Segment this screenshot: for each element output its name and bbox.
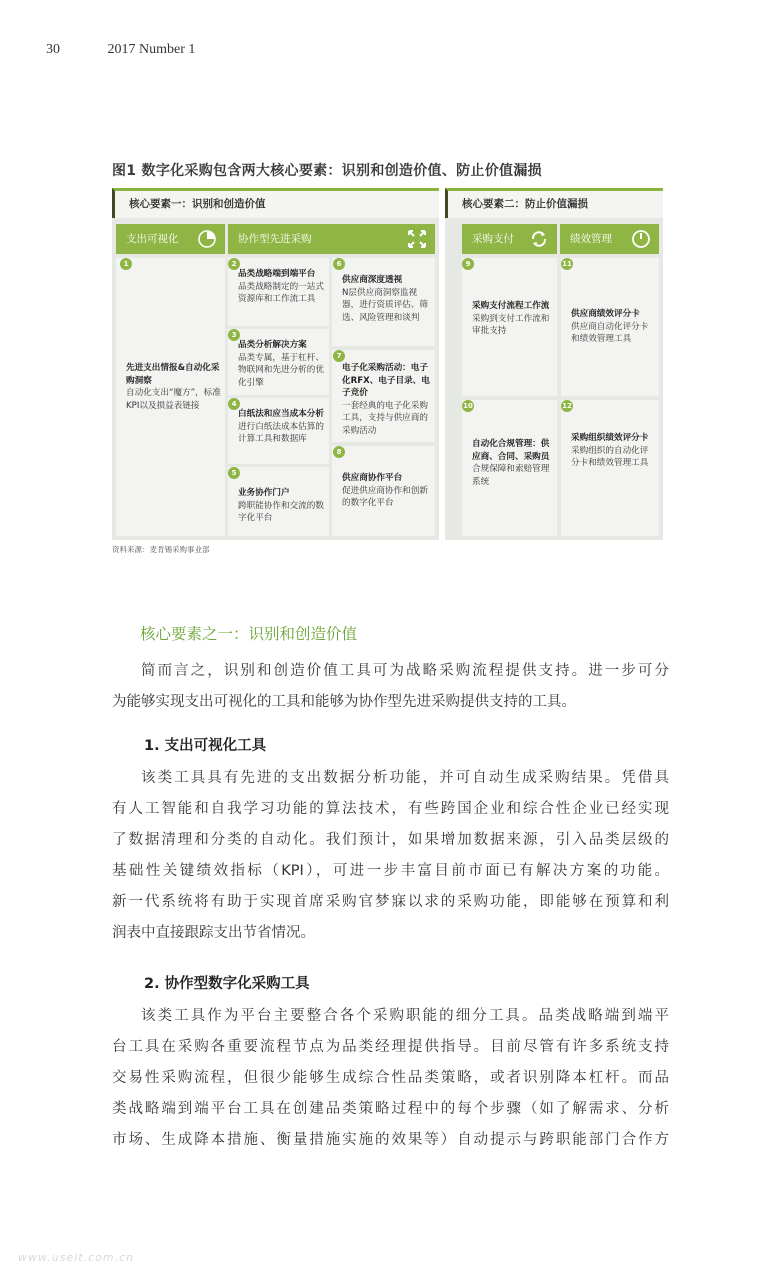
card-desc: 供应商自动化评分卡和绩效管理工具 — [571, 321, 649, 344]
category-perf-label: 绩效管理 — [570, 233, 612, 245]
card-number-badge: 4 — [228, 398, 240, 410]
card-number-badge: 12 — [562, 402, 572, 410]
figure-card — [228, 329, 329, 395]
section-title: 核心要素之一：识别和创造价值 — [140, 625, 358, 643]
card-title: 供应商协作平台 — [342, 473, 403, 483]
body-paragraph — [112, 1001, 669, 1156]
figure-card — [228, 467, 329, 536]
card-title: 品类分析解决方案 — [238, 340, 307, 350]
text-line: 新一代系统将有助于实现首席采购官梦寐以求的采购功能，即能够在预算和利 — [112, 894, 669, 910]
panel-right-title: 核心要素二：防止价值漏损 — [445, 188, 663, 218]
card-desc: 采购组织的自动化评分卡和绩效管理工具 — [571, 445, 649, 468]
card-number-badge: 8 — [333, 446, 345, 458]
figure-card — [561, 400, 659, 536]
figure-card — [332, 350, 435, 442]
intro-paragraph — [112, 656, 669, 718]
page-number: 30 — [46, 42, 60, 57]
card-desc: 品类专属，基于杠杆、物联网和先进分析的优化引擎 — [238, 352, 324, 388]
category-spend-label: 支出可视化 — [126, 233, 179, 245]
card-title: 供应商绩效评分卡 — [571, 309, 640, 319]
card-desc: 促进供应商协作和创新的数字化平台 — [342, 485, 428, 508]
text-line: 交易性采购流程，但很少能够生成综合性品类策略，或者识别降本杠杆。而品 — [112, 1070, 669, 1086]
text-line: 简而言之，识别和创造价值工具可为战略采购流程提供支持。进一步可分 — [141, 663, 669, 679]
text-line: 市场、生成降本措施、衡量措施实施的效果等）自动提示与跨职能部门合作方 — [112, 1132, 669, 1148]
figure-card — [332, 258, 435, 346]
card-title: 采购支付流程工作流 — [472, 301, 550, 311]
category-pay — [462, 224, 557, 254]
card-number-badge: 6 — [333, 258, 345, 270]
watermark: www.useit.com.cn — [18, 1251, 135, 1264]
subsection-title: 1. 支出可视化工具 — [144, 738, 267, 754]
category-collab-label: 协作型先进采购 — [238, 233, 312, 245]
card-number-badge: 9 — [462, 258, 474, 270]
text-line: 有人工智能和自我学习功能的算法技术，有些跨国企业和综合性企业已经实现 — [112, 801, 669, 817]
card-desc: 采购到支付工作流和审批支持 — [472, 313, 550, 336]
category-perf — [560, 224, 659, 254]
card-number-badge: 10 — [463, 402, 473, 410]
figure-title: 图1 数字化采购包含两大核心要素：识别和创造价值、防止价值漏损 — [112, 163, 542, 179]
card-title: 供应商深度透视 — [342, 275, 403, 285]
running-header — [46, 42, 195, 58]
issue-label: 2017 Number 1 — [107, 42, 196, 57]
category-spend — [116, 224, 225, 254]
pie-chart-icon — [197, 229, 217, 249]
card-number-badge: 5 — [228, 467, 240, 479]
card-number-badge: 2 — [228, 258, 240, 270]
card-title: 采购组织绩效评分卡 — [571, 433, 649, 443]
card-title: 品类战略端到端平台 — [238, 269, 316, 279]
card-number-badge: 1 — [120, 258, 132, 270]
card-number-badge: 7 — [333, 350, 345, 362]
figure-card — [462, 258, 557, 396]
card-title: 先进支出情报&自动化采购洞察 — [126, 363, 220, 386]
card-desc: N层供应商洞察监视器，进行资质评估、筛选、风险管理和谈判 — [342, 287, 428, 323]
figure-card — [332, 446, 435, 536]
text-line: 台工具在采购各重要流程节点为品类经理提供指导。目前尽管有许多系统支持 — [112, 1039, 669, 1055]
card-desc: 合规保障和索赔管理系统 — [472, 464, 550, 487]
card-number-badge: 11 — [562, 260, 572, 268]
arrows-out-icon — [407, 229, 427, 249]
card-desc: 自动化支出“魔方”，标准KPI以及损益表链接 — [126, 388, 221, 411]
gauge-icon — [631, 229, 651, 249]
card-desc: 跨职能协作和交流的数字化平台 — [238, 500, 324, 523]
panel-left-title: 核心要素一：识别和创造价值 — [112, 188, 439, 218]
text-line: 润表中直接跟踪支出节省情况。 — [112, 925, 315, 941]
figure-card — [561, 258, 659, 396]
body-paragraph — [112, 763, 669, 949]
card-title: 业务协作门户 — [238, 488, 290, 498]
text-line: 基础性关键绩效指标（KPI），可进一步丰富目前市面已有解决方案的功能。 — [112, 863, 669, 879]
figure-card — [462, 400, 557, 536]
subsection-title: 2. 协作型数字化采购工具 — [144, 976, 310, 992]
category-pay-label: 采购支付 — [472, 233, 514, 245]
card-title: 电子化采购活动：电子化RFX、电子目录、电子竞价 — [342, 363, 430, 398]
figure-card — [228, 258, 329, 326]
card-desc: 一套经典的电子化采购工具，支持与供应商的采购活动 — [342, 400, 428, 436]
text-line: 了数据清理和分类的自动化。我们预计，如果增加数据来源，引入品类层级的 — [112, 832, 669, 848]
figure-card — [116, 258, 225, 536]
figure-card — [228, 398, 329, 464]
category-collab — [228, 224, 435, 254]
card-title: 自动化合规管理：供应商、合同、采购员 — [472, 439, 550, 462]
card-desc: 品类战略制定的一站式资源库和工作流工具 — [238, 281, 324, 304]
text-line: 为能够实现支出可视化的工具和能够为协作型先进采购提供支持的工具。 — [112, 694, 576, 710]
text-line: 类战略端到端平台工具在创建品类策略过程中的每个步骤（如了解需求、分析 — [112, 1101, 669, 1117]
text-line: 该类工具作为平台主要整合各个采购职能的细分工具。品类战略端到端平 — [141, 1008, 669, 1024]
text-line: 该类工具具有先进的支出数据分析功能，并可自动生成采购结果。凭借具 — [141, 770, 669, 786]
card-desc: 进行白纸法成本估算的计算工具和数据库 — [238, 421, 324, 444]
cycle-icon — [529, 229, 549, 249]
card-number-badge: 3 — [228, 329, 240, 341]
figure-source: 资料来源：麦肯锡采购事业部 — [112, 545, 210, 554]
card-title: 白纸法和应当成本分析 — [238, 409, 324, 419]
